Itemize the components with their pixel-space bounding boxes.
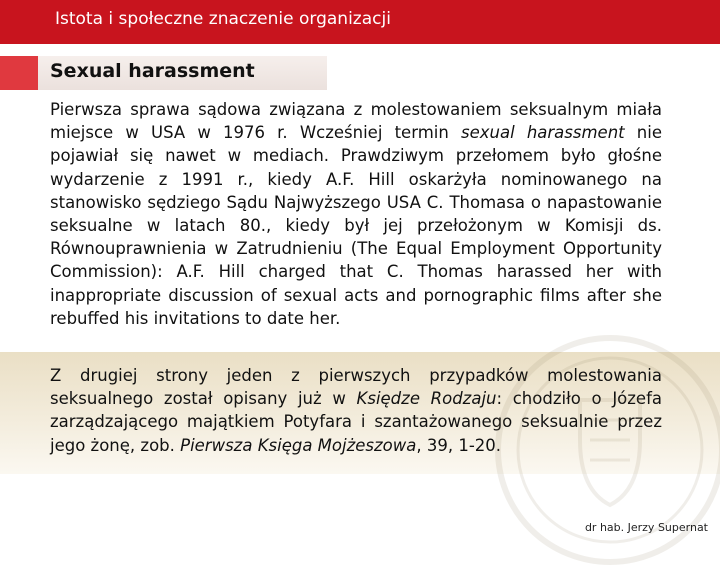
paragraph-1	[50, 98, 662, 330]
paragraph-2-italic-source: Pierwsza Księga Mojżeszowa	[180, 435, 417, 455]
section-title: Sexual harassment	[50, 60, 255, 82]
footer-author: dr hab. Jerzy Supernat	[584, 521, 708, 534]
paragraph-2-text-b: : chodziło o Józefa zarządzającego majątkiem Potyfara i szantażowanego seksualnie przez jego żonę, zob.	[50, 389, 663, 455]
header-bar	[0, 0, 720, 44]
paragraph-1-text-a: Pierwsza sprawa sądowa związana z molestowaniem seksualnym miała miejsce w USA w 1976 r. Wcześniej termin	[50, 100, 662, 143]
paragraph-2-italic-book: Księdze Rodzaju	[356, 389, 497, 409]
university-seal-watermark	[490, 330, 720, 570]
paragraph-1-italic-term: sexual harassment	[460, 123, 625, 143]
header-title: Istota i społeczne znaczenie organizacji	[55, 9, 391, 29]
section-banner	[0, 56, 327, 90]
paragraph-2-text-a: Z drugiej strony jeden z pierwszych przypadków molestowania seksualnego został opisany już w	[50, 366, 662, 409]
paragraph-2-text-c: , 39, 1-20.	[416, 435, 502, 455]
section-title-box	[38, 56, 327, 90]
paragraph-1-text-b: nie pojawiał się nawet w mediach. Prawdziwym przełomem było głośne wydarzenie z 1991 r., kiedy A.F. Hill oskarżyła nominowanego na stanowisko sędziego Sądu Najwyższego USA C. Thomasa o napastowanie seksualne w latach 80., kiedy był jej przełożonym w Komisji ds. Równouprawnienia w Zatrudnieniu (The Equal Employment Opportunity Commission): A.F. Hill charged that C. Thomas harassed her with inappropriate discussion of sexual acts and pornographic films after she rebuffed his invitations to date her.	[50, 123, 662, 328]
